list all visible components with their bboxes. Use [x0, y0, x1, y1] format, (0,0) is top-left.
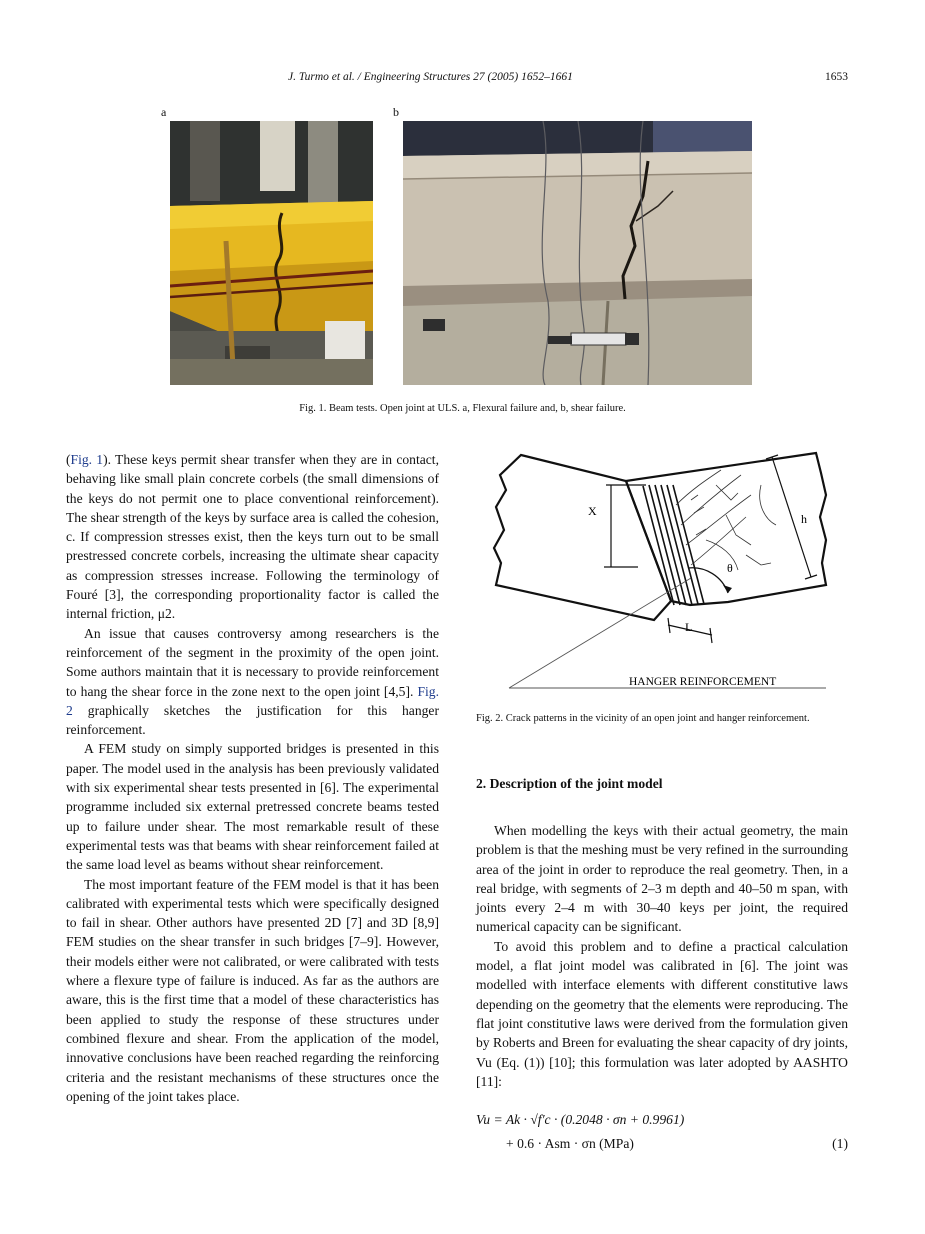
hanger-bars — [643, 485, 704, 605]
label-x: X — [588, 504, 597, 518]
paragraph-fem-study: A FEM study on simply supported bridges is presented in this paper. The model used in the analysis has been previously validated with six experimental shear tests presented in [6]. The experimental programme included six external pretressed concrete beams tested up to failure under shear. The most remarkable result of these experimental tests was that beams with shear reinforcement failed at the same load level as beams without shear reinforcement. — [66, 741, 439, 873]
fig1-photo-shear-failure — [403, 121, 752, 385]
paragraph-keys-shear: ). These keys permit shear transfer when they are in contact, behaving like small plain concrete corbels (the small dimensions of the keys do not permit one to place conventional reinforcement). The shear strength of the keys by surface area is called the cohesion, c. If compression stresses exist, then the keys turn out to be small prestressed concrete corbels, increasing the ultimate shear capacity as compression stresses increase. Following the terminology of Fouré [3], the corresponding proportionality factor is called the internal friction, μ2. — [66, 452, 439, 622]
label-l: L — [685, 620, 693, 634]
page-number: 1653 — [825, 71, 848, 83]
journal-citation: J. Turmo et al. / Engineering Structures 27 (2005) 1652–1661 — [288, 71, 573, 83]
fig1-caption: Fig. 1. Beam tests. Open joint at ULS. a, Flexural failure and, b, shear failure. — [299, 403, 626, 414]
fig1-link[interactable]: Fig. 1 — [70, 452, 104, 467]
x-dimension — [604, 485, 646, 567]
label-theta: θ — [727, 561, 733, 575]
paragraph-fem-feature: The most important feature of the FEM model is that it has been calibrated with experimental tests which were specifically designed to fail in shear. Other authors have presented 2D [7] and 3D [8,9] FEM studies on the shear transfer in such bridges [7–9]. However, their models either were not calibrated, or were calibrated with tests where a flexure type of failure is induced. As far as the authors are aware, this is the first time that a model of these characteristics has been applied to study the response of these structures under combined flexure and shear. From the application of the model, innovative conclusions have been reached regarding the reinforcing criteria and the resistant mechanisms of these structures once the opening of the joint takes place. — [66, 876, 439, 1104]
label-h: h — [801, 512, 807, 526]
fig1-label-a: a — [161, 105, 167, 119]
paragraph-flat-joint: To avoid this problem and to define a practical calculation model, a flat joint model was calibrated in [6]. The joint was modelled with interface elements with different constitutive laws depending on the geometry that the elements were reproducing. The flat joint constitutive laws were derived from the formulation given by Roberts and Breen for evaluating the shear capacity of dry joints, Vu (Eq. (1)) [10]; this formulation was later adopted by AASHTO [11]: — [476, 938, 848, 1089]
paragraph-meshing: When modelling the keys with their actual geometry, the main problem is that the meshing must be very refined in the surrounding area of the joint in order to reproduce the real geometry. Then, in a real bridge, with segments of 2–3 m depth and 40–50 m span, with joints every 2–4 m with 30–40 keys per joint, the required numerical capacity can be significant. — [476, 823, 848, 935]
fig2-crack-diagram — [476, 445, 848, 695]
section-heading: 2. Description of the joint model — [476, 776, 663, 791]
right-column-text — [476, 821, 848, 1091]
equation-line-1: Vu = Ak · √f′c · (0.2048 · σn + 0.9961) — [476, 1112, 685, 1127]
equation-line-2: + 0.6 · Asm · σn (MPa) (1) — [506, 1136, 848, 1151]
theta-arrowhead — [723, 585, 732, 593]
paragraph-hanger-part1: An issue that causes controversy among researchers is the reinforcement of the segment in the proximity of the open joint. Some authors maintain that it is necessary to provide reinforcement to hang the shear force in the zone next to the open joint [4,5]. — [66, 625, 439, 699]
fig1-label-b: b — [393, 105, 399, 119]
label-hanger-reinforcement: HANGER REINFORCEMENT — [629, 676, 777, 688]
fig1-photo-flexural-failure — [170, 121, 373, 385]
fig2-caption: Fig. 2. Crack patterns in the vicinity of an open joint and hanger reinforcement. — [476, 713, 810, 724]
equation-number: (1) — [832, 1136, 848, 1151]
fig2-link[interactable]: Fig. 2 — [66, 683, 439, 718]
paragraph-hanger-part2: graphically sketches the justification for this hanger reinforcement. — [66, 702, 439, 738]
left-segment-outline — [494, 455, 671, 620]
h-dimension — [766, 455, 817, 579]
left-column: (Fig. 1). These keys permit shear transfer when they are in contact, behaving like small plain concrete corbels (the small dimensions of the keys do not permit one to place conventional reinforcement). The shear strength of the keys by surface area is called the cohesion, c. If compression stresses exist, then the keys turn out to be small prestressed concrete corbels, increasing the ultimate shear capacity as compression stresses increase. Following the terminology of Fouré [3], the corresponding proportionality factor is called the internal friction, μ2. An issue that causes controversy among researchers is the reinforcement of the segment in the proximity of the open joint. Some authors maintain that it is necessary to provide reinforcement to hang the shear force in the zone next to the open joint [4,5]. Fig. 2 graphically sketches the justification for this hanger reinforcement. A FEM study on simply supported bridges is presented in this paper. The model used in the analysis has been previously validated with six experimental shear tests presented in [6]. The experimental programme included six external pretressed concrete beams tested up to failure under shear. The most remarkable result of these experimental tests was that beams with shear reinforcement failed at the same load level as beams without shear reinforcement. The most important feature of the FEM model is that it has been calibrated with experimental tests which were specifically designed to fail in shear. Other authors have presented 2D [7] and 3D [8,9] FEM studies on the shear transfer in such bridges [7–9]. However, their models either were not calibrated, or were calibrated with tests where a flexure type of failure is induced. As far as the authors are aware, this is the first time that a model of these characteristics has been applied to study the response of these structures under combined flexure and shear. From the application of the model, innovative conclusions have been reached regarding the reinforcing criteria and the resistant mechanisms of these structures once the opening of the joint takes place. — [66, 450, 439, 1106]
